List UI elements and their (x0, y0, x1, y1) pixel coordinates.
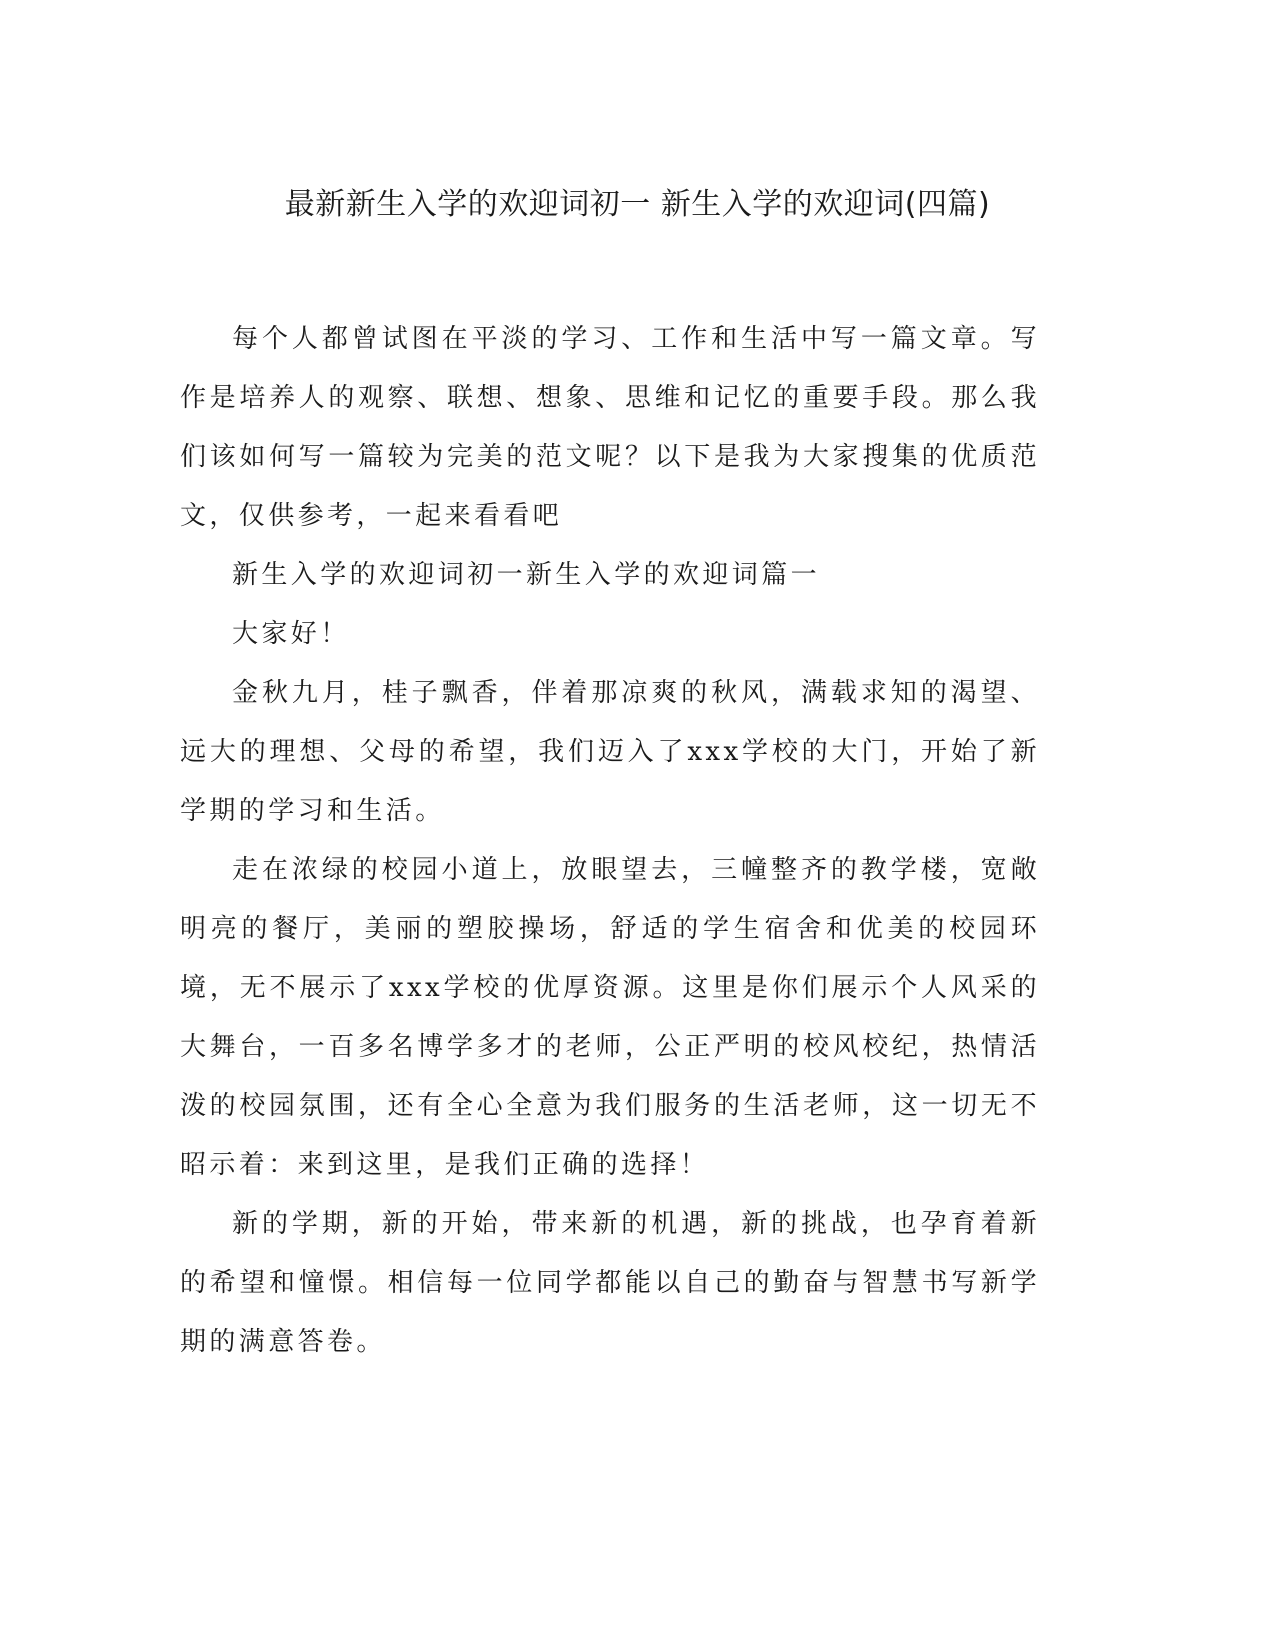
document-title: 最新新生入学的欢迎词初一 新生入学的欢迎词(四篇) (284, 187, 991, 222)
document-body (180, 310, 1040, 1372)
paragraph-intro: 每个人都曾试图在平淡的学习、工作和生活中写一篇文章。写作是培养人的观察、联想、想象、思维和记忆的重要手段。那么我们该如何写一篇较为完美的范文呢？以下是我为大家搜集的优质范文，仅供参考，一起来看看吧 (180, 324, 1040, 531)
paragraph-new-term: 新的学期，新的开始，带来新的机遇，新的挑战，也孕育着新的希望和憧憬。相信每一位同学都能以自己的勤奋与智慧书写新学期的满意答卷。 (180, 1209, 1040, 1357)
paragraph-greeting: 大家好！ (232, 619, 350, 649)
paragraph-section-heading: 新生入学的欢迎词初一新生入学的欢迎词篇一 (232, 560, 821, 590)
paragraph-campus: 走在浓绿的校园小道上，放眼望去，三幢整齐的教学楼，宽敞明亮的餐厅，美丽的塑胶操场，舒适的学生宿舍和优美的校园环境，无不展示了xxx学校的优厚资源。这里是你们展示个人风采的大舞台，一百多名博学多才的老师，公正严明的校风校纪，热情活泼的校园氛围，还有全心全意为我们服务的生活老师，这一切无不昭示着：来到这里，是我们正确的选择！ (180, 855, 1040, 1180)
paragraph-autumn: 金秋九月，桂子飘香，伴着那凉爽的秋风，满载求知的渴望、远大的理想、父母的希望，我们迈入了xxx学校的大门，开始了新学期的学习和生活。 (180, 678, 1040, 826)
